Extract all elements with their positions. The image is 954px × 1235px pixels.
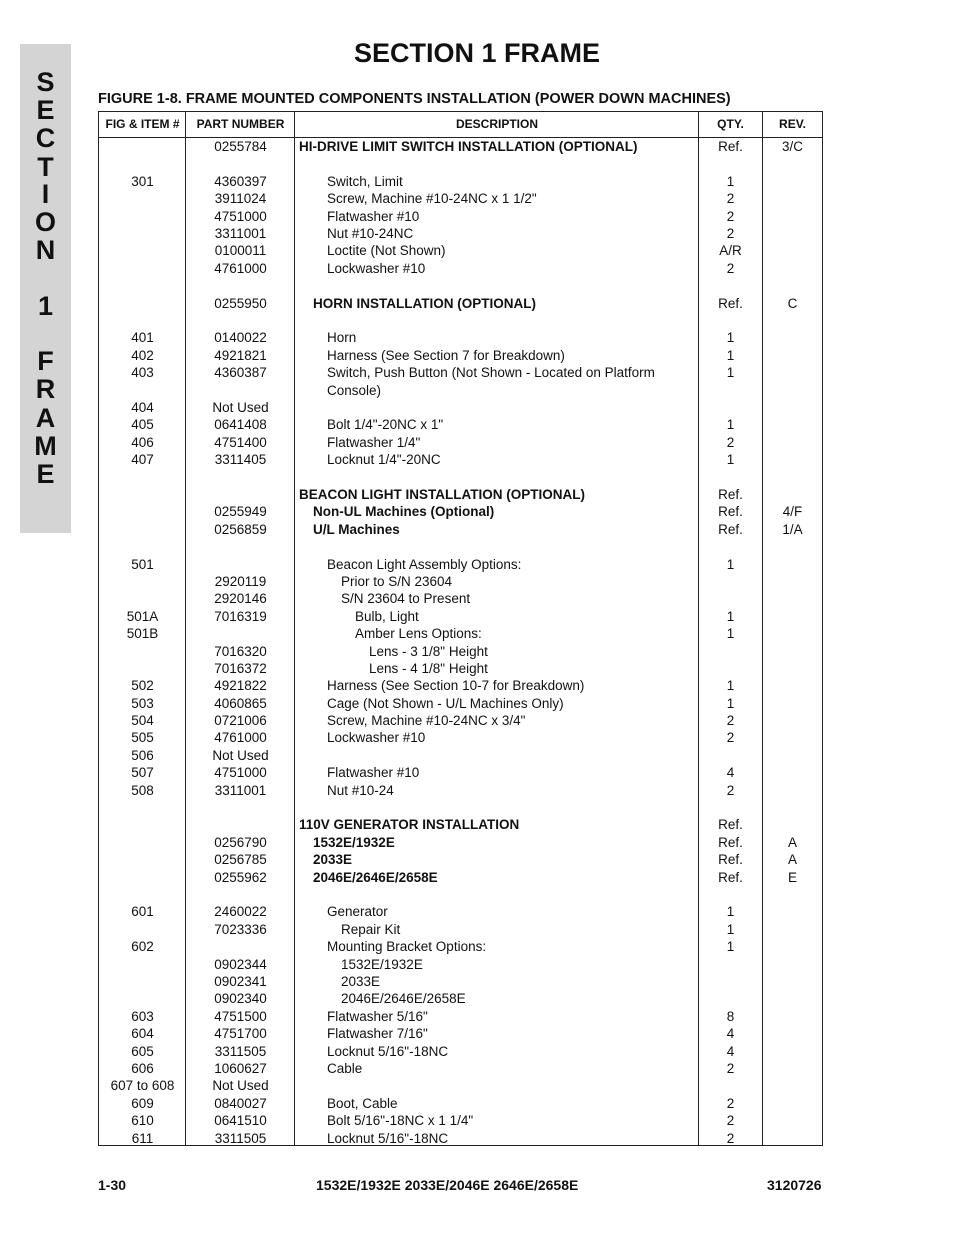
cell-qty: 1 xyxy=(726,417,735,432)
cell-qty: Ref. xyxy=(718,139,743,154)
cell-part-number: 0255784 xyxy=(214,139,267,154)
table-row xyxy=(99,1008,822,1025)
cell-description: Loctite (Not Shown) xyxy=(327,243,446,258)
cell-fig-item: 501B xyxy=(126,626,159,641)
table-row xyxy=(99,677,822,694)
table-row xyxy=(99,590,822,607)
cell-part-number: 0140022 xyxy=(214,330,267,345)
side-tab-letter: T xyxy=(37,152,54,182)
cell-fig-item: 605 xyxy=(131,1044,154,1059)
cell-fig-item: 508 xyxy=(131,783,154,798)
table-row xyxy=(99,208,822,225)
cell-part-number: 4360397 xyxy=(214,174,267,189)
cell-description: Non-UL Machines (Optional) xyxy=(313,504,495,519)
side-tab-letter: S xyxy=(36,67,55,97)
cell-rev: 4/F xyxy=(782,504,803,519)
cell-description: Bolt 5/16"-18NC x 1 1/4" xyxy=(327,1113,474,1128)
table-row xyxy=(99,834,822,851)
table-row xyxy=(99,225,822,242)
table-row xyxy=(99,260,822,277)
cell-fig-item: 402 xyxy=(131,348,154,363)
table-row xyxy=(99,869,822,886)
cell-qty: 1 xyxy=(726,452,735,467)
cell-fig-item: 601 xyxy=(131,904,154,919)
cell-part-number: 0100011 xyxy=(214,243,267,258)
side-tab-letter: O xyxy=(34,207,56,237)
cell-part-number: 0255949 xyxy=(214,504,267,519)
cell-part-number: Not Used xyxy=(212,1078,269,1093)
cell-qty: 1 xyxy=(726,678,735,693)
cell-part-number: 4921821 xyxy=(214,348,267,363)
cell-fig-item: 504 xyxy=(131,713,154,728)
table-row xyxy=(99,1095,822,1112)
cell-fig-item: 506 xyxy=(131,748,154,763)
cell-part-number: 0902344 xyxy=(214,957,267,972)
cell-qty: 2 xyxy=(726,209,735,224)
cell-part-number: 0255962 xyxy=(214,870,267,885)
cell-description: Flatwasher 7/16" xyxy=(327,1026,428,1041)
table-row xyxy=(99,295,822,312)
cell-part-number: 3311001 xyxy=(214,226,267,241)
cell-qty: 1 xyxy=(726,557,735,572)
cell-fig-item: 505 xyxy=(131,730,154,745)
cell-description: Prior to S/N 23604 xyxy=(341,574,453,589)
cell-part-number: 1060627 xyxy=(214,1061,267,1076)
cell-qty: 1 xyxy=(726,922,735,937)
table-row xyxy=(99,382,822,399)
cell-part-number: 4751700 xyxy=(214,1026,267,1041)
table-row xyxy=(99,990,822,1007)
cell-qty: Ref. xyxy=(718,817,743,832)
table-row xyxy=(99,764,822,781)
table-row xyxy=(99,416,822,433)
cell-qty: Ref. xyxy=(718,522,743,537)
cell-fig-item: 501 xyxy=(131,557,154,572)
table-row xyxy=(99,1043,822,1060)
cell-qty: 1 xyxy=(726,609,735,624)
page-number: 1-30 xyxy=(98,1177,127,1193)
cell-fig-item: 507 xyxy=(131,765,154,780)
side-tab-letter: I xyxy=(41,179,50,209)
table-row xyxy=(99,608,822,625)
cell-rev: 1/A xyxy=(782,522,803,537)
cell-qty: 2 xyxy=(726,1131,735,1146)
cell-qty: 4 xyxy=(726,1044,735,1059)
cell-qty: Ref. xyxy=(718,852,743,867)
table-header xyxy=(99,112,822,138)
table-row xyxy=(99,816,822,833)
cell-description: Nut #10-24NC xyxy=(327,226,414,241)
table-row xyxy=(99,956,822,973)
cell-description: Lens - 4 1/8" Height xyxy=(369,661,488,676)
cell-qty: 2 xyxy=(726,783,735,798)
cell-description: Mounting Bracket Options: xyxy=(327,939,487,954)
cell-description: Switch, Limit xyxy=(327,174,403,189)
cell-rev: E xyxy=(787,870,797,885)
cell-description: Cable xyxy=(327,1061,363,1076)
section-title: SECTION 1 FRAME xyxy=(353,38,601,68)
cell-qty: 4 xyxy=(726,765,735,780)
cell-description: 1532E/1932E xyxy=(341,957,423,972)
table-row xyxy=(99,138,822,155)
cell-part-number: 4751400 xyxy=(214,435,267,450)
cell-description: Switch, Push Button (Not Shown - Located on Platform xyxy=(327,365,655,380)
cell-qty: 2 xyxy=(726,713,735,728)
cell-qty: 8 xyxy=(726,1009,735,1024)
cell-description: Lockwasher #10 xyxy=(327,261,426,276)
cell-description: 2046E/2646E/2658E xyxy=(313,870,438,885)
cell-part-number: Not Used xyxy=(212,748,269,763)
table-row xyxy=(99,503,822,520)
cell-description: Flatwasher #10 xyxy=(327,765,420,780)
cell-fig-item: 602 xyxy=(131,939,154,954)
table-row xyxy=(99,1025,822,1042)
table-row xyxy=(99,1130,822,1147)
cell-fig-item: 606 xyxy=(131,1061,154,1076)
cell-description: HI-DRIVE LIMIT SWITCH INSTALLATION (OPTIONAL) xyxy=(299,139,638,154)
cell-description: Flatwasher #10 xyxy=(327,209,420,224)
table-row xyxy=(99,521,822,538)
table-row xyxy=(99,347,822,364)
table-row xyxy=(99,851,822,868)
cell-part-number: 4761000 xyxy=(214,261,267,276)
cell-description: 110V GENERATOR INSTALLATION xyxy=(299,817,520,832)
table-row xyxy=(99,399,822,416)
cell-description: Harness (See Section 10-7 for Breakdown) xyxy=(327,678,585,693)
cell-fig-item: 503 xyxy=(131,696,154,711)
cell-fig-item: 610 xyxy=(131,1113,154,1128)
cell-qty: 2 xyxy=(726,261,735,276)
side-tab-letter: N xyxy=(35,235,56,265)
cell-qty: 1 xyxy=(726,174,735,189)
cell-part-number: 0902340 xyxy=(214,991,267,1006)
table-row xyxy=(99,903,822,920)
cell-fig-item: 407 xyxy=(131,452,154,467)
cell-part-number: 4751500 xyxy=(214,1009,267,1024)
cell-qty: 2 xyxy=(726,435,735,450)
cell-qty: 1 xyxy=(726,904,735,919)
table-row xyxy=(99,921,822,938)
cell-qty: 2 xyxy=(726,1113,735,1128)
cell-part-number: 0721006 xyxy=(214,713,267,728)
table-row xyxy=(99,173,822,190)
table-row xyxy=(99,938,822,955)
cell-description: Screw, Machine #10-24NC x 1 1/2" xyxy=(327,191,537,206)
cell-description: Screw, Machine #10-24NC x 3/4" xyxy=(327,713,526,728)
cell-part-number: 7016319 xyxy=(214,609,267,624)
table-row xyxy=(99,1112,822,1129)
cell-description: Boot, Cable xyxy=(327,1096,398,1111)
table-row xyxy=(99,329,822,346)
section-side-tab xyxy=(20,44,71,533)
cell-qty: 1 xyxy=(726,696,735,711)
cell-description: 2033E xyxy=(341,974,381,989)
cell-fig-item: 406 xyxy=(131,435,154,450)
cell-part-number: 0641408 xyxy=(214,417,267,432)
side-tab-letter: E xyxy=(36,459,55,489)
cell-qty: 2 xyxy=(726,191,735,206)
cell-qty: 2 xyxy=(726,730,735,745)
cell-rev: A xyxy=(787,835,797,850)
cell-description: BEACON LIGHT INSTALLATION (OPTIONAL) xyxy=(299,487,585,502)
cell-fig-item: 405 xyxy=(131,417,154,432)
cell-qty: 2 xyxy=(726,1096,735,1111)
cell-qty: Ref. xyxy=(718,296,743,311)
cell-qty: 2 xyxy=(726,226,735,241)
figure-title: FIGURE 1-8. FRAME MOUNTED COMPONENTS INSTALLATION (POWER DOWN MACHINES) xyxy=(98,91,731,107)
cell-qty: Ref. xyxy=(718,870,743,885)
side-tab-letter: A xyxy=(35,403,56,433)
table-row xyxy=(99,973,822,990)
cell-part-number: 2920119 xyxy=(214,574,267,589)
table-row xyxy=(99,451,822,468)
cell-qty: Ref. xyxy=(718,504,743,519)
cell-fig-item: 609 xyxy=(131,1096,154,1111)
cell-description: Console) xyxy=(327,383,382,398)
cell-part-number: 7016372 xyxy=(214,661,267,676)
cell-part-number: 3311405 xyxy=(214,452,267,467)
cell-qty: 2 xyxy=(726,1061,735,1076)
parts-table xyxy=(98,111,823,1146)
cell-part-number: 0840027 xyxy=(214,1096,267,1111)
cell-description: HORN INSTALLATION (OPTIONAL) xyxy=(313,296,536,311)
cell-qty: 1 xyxy=(726,939,735,954)
table-row xyxy=(99,242,822,259)
cell-part-number: 0256785 xyxy=(214,852,267,867)
cell-fig-item: 404 xyxy=(131,400,154,415)
cell-description: 2046E/2646E/2658E xyxy=(341,991,466,1006)
table-row xyxy=(99,747,822,764)
cell-qty: 1 xyxy=(726,365,735,380)
side-tab-letter: E xyxy=(36,95,55,125)
cell-description: Repair Kit xyxy=(341,922,401,937)
cell-part-number: 4761000 xyxy=(214,730,267,745)
table-row xyxy=(99,190,822,207)
cell-rev: C xyxy=(787,296,798,311)
cell-qty: Ref. xyxy=(718,835,743,850)
cell-description: 1532E/1932E xyxy=(313,835,395,850)
cell-part-number: 3311001 xyxy=(214,783,267,798)
col-header-qty: QTY. xyxy=(717,117,744,131)
cell-part-number: 0902341 xyxy=(214,974,267,989)
table-row xyxy=(99,486,822,503)
cell-part-number: 4751000 xyxy=(214,209,267,224)
document-number: 3120726 xyxy=(767,1177,822,1193)
cell-part-number: 4360387 xyxy=(214,365,267,380)
cell-description: Lens - 3 1/8" Height xyxy=(369,644,488,659)
cell-description: Bulb, Light xyxy=(355,609,419,624)
table-row xyxy=(99,643,822,660)
cell-part-number: Not Used xyxy=(212,400,269,415)
cell-description: Generator xyxy=(327,904,388,919)
cell-fig-item: 607 to 608 xyxy=(110,1078,175,1093)
table-row xyxy=(99,729,822,746)
cell-part-number: 3311505 xyxy=(214,1131,267,1146)
cell-rev: 3/C xyxy=(781,139,803,154)
cell-part-number: 0255950 xyxy=(214,296,267,311)
side-tab-letter: 1 xyxy=(37,291,54,321)
table-row xyxy=(99,573,822,590)
cell-description: Locknut 1/4"-20NC xyxy=(327,452,441,467)
cell-description: Flatwasher 5/16" xyxy=(327,1009,428,1024)
side-tab-letter: M xyxy=(34,431,57,461)
cell-description: Locknut 5/16"-18NC xyxy=(327,1044,449,1059)
table-row xyxy=(99,625,822,642)
cell-part-number: 0256859 xyxy=(214,522,267,537)
cell-fig-item: 501A xyxy=(126,609,159,624)
cell-qty: Ref. xyxy=(718,487,743,502)
cell-description: Locknut 5/16"-18NC xyxy=(327,1131,449,1146)
cell-qty: 4 xyxy=(726,1026,735,1041)
cell-part-number: 3311505 xyxy=(214,1044,267,1059)
cell-description: Nut #10-24 xyxy=(327,783,394,798)
cell-fig-item: 403 xyxy=(131,365,154,380)
col-header-fig-item: FIG & ITEM # xyxy=(105,117,180,131)
cell-part-number: 4060865 xyxy=(214,696,267,711)
table-row xyxy=(99,1060,822,1077)
table-row xyxy=(99,782,822,799)
footer-models: 1532E/1932E 2033E/2046E 2646E/2658E xyxy=(316,1177,579,1193)
cell-rev: A xyxy=(787,852,797,867)
table-row xyxy=(99,1077,822,1094)
cell-description: 2033E xyxy=(313,852,353,867)
cell-fig-item: 401 xyxy=(131,330,154,345)
cell-part-number: 7023336 xyxy=(214,922,267,937)
cell-part-number: 4921822 xyxy=(214,678,267,693)
cell-qty: 1 xyxy=(726,626,735,641)
cell-description: Flatwasher 1/4" xyxy=(327,435,421,450)
cell-qty: 1 xyxy=(726,348,735,363)
table-row xyxy=(99,434,822,451)
cell-description: Amber Lens Options: xyxy=(355,626,482,641)
cell-part-number: 2460022 xyxy=(214,904,267,919)
cell-part-number: 4751000 xyxy=(214,765,267,780)
col-header-part-number: PART NUMBER xyxy=(196,117,285,131)
cell-part-number: 0641510 xyxy=(214,1113,267,1128)
cell-fig-item: 502 xyxy=(131,678,154,693)
col-header-description: DESCRIPTION xyxy=(455,117,538,131)
table-row xyxy=(99,695,822,712)
cell-qty: A/R xyxy=(719,243,742,258)
cell-description: Bolt 1/4"-20NC x 1" xyxy=(327,417,444,432)
side-tab-letter: F xyxy=(37,346,54,376)
cell-part-number: 2920146 xyxy=(214,591,267,606)
table-row xyxy=(99,556,822,573)
cell-part-number: 3911024 xyxy=(214,191,267,206)
cell-description: S/N 23604 to Present xyxy=(341,591,471,606)
cell-description: Lockwasher #10 xyxy=(327,730,426,745)
table-row xyxy=(99,660,822,677)
cell-description: U/L Machines xyxy=(313,522,400,537)
cell-part-number: 0256790 xyxy=(214,835,267,850)
cell-description: Harness (See Section 7 for Breakdown) xyxy=(327,348,565,363)
col-header-rev: REV. xyxy=(779,117,806,131)
table-row xyxy=(99,364,822,381)
cell-description: Horn xyxy=(327,330,357,345)
cell-fig-item: 301 xyxy=(131,174,154,189)
side-tab-letter: C xyxy=(35,123,56,153)
side-tab-letter: R xyxy=(35,374,56,404)
cell-qty: 1 xyxy=(726,330,735,345)
cell-description: Cage (Not Shown - U/L Machines Only) xyxy=(327,696,564,711)
cell-part-number: 7016320 xyxy=(214,644,267,659)
cell-fig-item: 611 xyxy=(131,1131,154,1146)
cell-fig-item: 603 xyxy=(131,1009,154,1024)
table-row xyxy=(99,712,822,729)
cell-fig-item: 604 xyxy=(131,1026,154,1041)
cell-description: Beacon Light Assembly Options: xyxy=(327,557,522,572)
